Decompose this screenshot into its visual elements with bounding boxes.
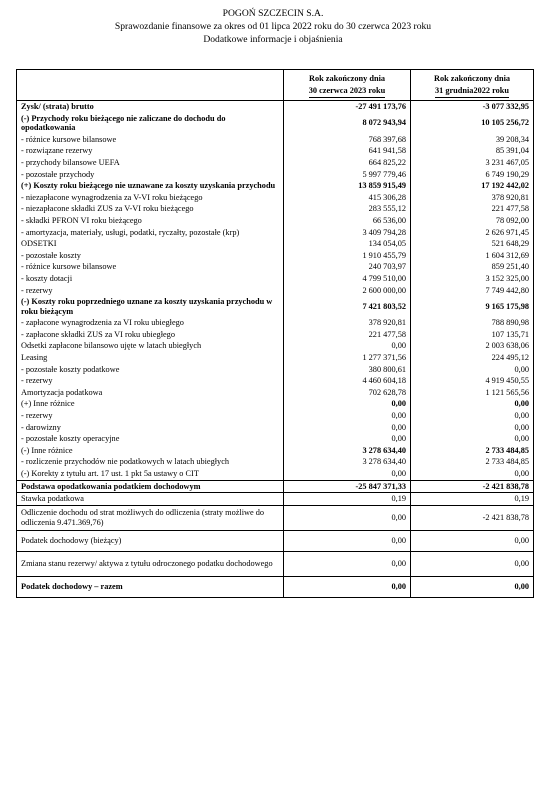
row-value-2023: 768 397,68 [284, 134, 411, 146]
row-value-2022: 0,00 [411, 364, 534, 376]
row-label: - rezerwy [17, 375, 284, 387]
row-label: - rezerwy [17, 285, 284, 297]
row-value-2022: 0,00 [411, 551, 534, 576]
row-value-2023: 0,00 [284, 576, 411, 597]
row-value-2023: 702 628,78 [284, 387, 411, 399]
table-row [17, 180, 534, 192]
row-value-2023: 641 941,58 [284, 145, 411, 157]
row-label: Leasing [17, 352, 284, 364]
table-row [17, 375, 534, 387]
row-value-2023: -25 847 371,33 [284, 480, 411, 493]
tax-reconciliation-table [16, 69, 534, 598]
table-row [17, 433, 534, 445]
row-label: - zapłacone wynagrodzenia za VI roku ubiegłego [17, 317, 284, 329]
table-row [17, 227, 534, 239]
section-title: Dodatkowe informacje i objaśnienia [203, 34, 343, 45]
table-row [17, 456, 534, 468]
table-row [17, 101, 534, 113]
column-header-2022-line1: Rok zakończony dnia [433, 73, 511, 83]
row-value-2022: 224 495,12 [411, 352, 534, 364]
row-value-2022: 1 121 565,56 [411, 387, 534, 399]
row-value-2022: 1 604 312,69 [411, 250, 534, 262]
row-value-2022: 0,00 [411, 433, 534, 445]
row-label: (+) Inne różnice [17, 398, 284, 410]
row-value-2022: 17 192 442,02 [411, 180, 534, 192]
row-value-2023: 0,00 [284, 340, 411, 352]
row-value-2023: -27 491 173,76 [284, 101, 411, 113]
row-value-2023: 0,00 [284, 530, 411, 551]
table-row [17, 422, 534, 434]
row-label: - różnice kursowe bilansowe [17, 261, 284, 273]
row-value-2022: 85 391,04 [411, 145, 534, 157]
row-label: - niezapłacone składki ZUS za V-VI roku bieżącego [17, 203, 284, 215]
table-row [17, 215, 534, 227]
row-value-2023: 4 460 604,18 [284, 375, 411, 387]
row-value-2022: 3 152 325,00 [411, 273, 534, 285]
row-label: Odsetki zapłacone bilansowo ujęte w latach ubiegłych [17, 340, 284, 352]
row-value-2023: 415 306,28 [284, 192, 411, 204]
row-label: (+) Koszty roku bieżącego nie uznawane za koszty uzyskania przychodu [17, 180, 284, 192]
row-label: (-) Inne różnice [17, 445, 284, 457]
table-row [17, 387, 534, 399]
row-label: Podstawa opodatkowania podatkiem dochodowym [17, 480, 284, 493]
row-value-2023: 283 555,12 [284, 203, 411, 215]
row-label: (-) Korekty z tytułu art. 17 ust. 1 pkt 5a ustawy o CIT [17, 468, 284, 480]
table-row [17, 285, 534, 297]
table-row [17, 192, 534, 204]
table-row [17, 352, 534, 364]
table-row [17, 530, 534, 551]
column-header-2022-line2: 31 grudnia2022 roku [435, 84, 509, 98]
row-value-2022: 859 251,40 [411, 261, 534, 273]
table-row [17, 238, 534, 250]
row-label: - rozliczenie przychodów nie podatkowych w latach ubiegłych [17, 456, 284, 468]
table-row [17, 505, 534, 530]
row-label: - zapłacone składki ZUS za VI roku ubiegłego [17, 329, 284, 341]
row-value-2022: 4 919 450,55 [411, 375, 534, 387]
row-value-2023: 378 920,81 [284, 317, 411, 329]
table-row [17, 398, 534, 410]
row-value-2022: 2 733 484,85 [411, 445, 534, 457]
row-value-2022: 7 749 442,80 [411, 285, 534, 297]
table-row [17, 410, 534, 422]
row-value-2022: 107 135,71 [411, 329, 534, 341]
row-value-2022: 78 092,00 [411, 215, 534, 227]
table-row [17, 364, 534, 376]
row-value-2022: 0,00 [411, 576, 534, 597]
row-value-2023: 4 799 510,00 [284, 273, 411, 285]
row-label: - różnice kursowe bilansowe [17, 134, 284, 146]
row-label: Podatek dochodowy – razem [17, 576, 284, 597]
row-value-2023: 5 997 779,46 [284, 169, 411, 181]
row-value-2022: 2 733 484,85 [411, 456, 534, 468]
row-label: - darowizny [17, 422, 284, 434]
table-row [17, 134, 534, 146]
row-value-2022: 0,00 [411, 410, 534, 422]
row-value-2023: 0,00 [284, 505, 411, 530]
table-row [17, 468, 534, 480]
table-row [17, 203, 534, 215]
row-label: Podatek dochodowy (bieżący) [17, 530, 284, 551]
row-label: - niezapłacone wynagrodzenia za V-VI roku bieżącego [17, 192, 284, 204]
row-label: - pozostałe koszty podatkowe [17, 364, 284, 376]
table-row [17, 145, 534, 157]
column-header-2023-line2: 30 czerwca 2023 roku [309, 84, 386, 98]
row-value-2023: 0,00 [284, 398, 411, 410]
row-value-2023: 0,00 [284, 410, 411, 422]
row-value-2022: -2 421 838,78 [411, 480, 534, 493]
row-value-2023: 664 825,22 [284, 157, 411, 169]
column-header-2023-line1: Rok zakończony dnia [308, 73, 386, 83]
row-label: - przychody bilansowe UEFA [17, 157, 284, 169]
row-label: Zysk/ (strata) brutto [17, 101, 284, 113]
row-value-2023: 134 054,05 [284, 238, 411, 250]
row-value-2022: 378 920,81 [411, 192, 534, 204]
row-value-2023: 66 536,00 [284, 215, 411, 227]
row-value-2023: 8 072 943,94 [284, 113, 411, 134]
row-label: (-) Przychody roku bieżącego nie zaliczane do dochodu do opodatkowania [17, 113, 284, 134]
row-value-2023: 3 278 634,40 [284, 445, 411, 457]
table-row [17, 169, 534, 181]
row-value-2022: 2 626 971,45 [411, 227, 534, 239]
row-value-2022: 9 165 175,98 [411, 296, 534, 317]
row-value-2023: 2 600 000,00 [284, 285, 411, 297]
table-row [17, 340, 534, 352]
row-value-2023: 3 278 634,40 [284, 456, 411, 468]
row-value-2023: 380 800,61 [284, 364, 411, 376]
table-row [17, 273, 534, 285]
table-row [17, 296, 534, 317]
row-label: Amortyzacja podatkowa [17, 387, 284, 399]
row-value-2022: 221 477,58 [411, 203, 534, 215]
row-value-2023: 13 859 915,49 [284, 180, 411, 192]
row-value-2023: 0,00 [284, 422, 411, 434]
row-label: ODSETKI [17, 238, 284, 250]
table-header-row [17, 70, 534, 101]
row-value-2022: 0,00 [411, 530, 534, 551]
row-value-2022: 3 231 467,05 [411, 157, 534, 169]
row-label: - pozostałe przychody [17, 169, 284, 181]
row-value-2023: 1 910 455,79 [284, 250, 411, 262]
row-label: - pozostałe koszty operacyjne [17, 433, 284, 445]
row-value-2022: 788 890,98 [411, 317, 534, 329]
table-row [17, 551, 534, 576]
row-value-2022: 10 105 256,72 [411, 113, 534, 134]
row-label: - składki PFRON VI roku bieżącego [17, 215, 284, 227]
table-row [17, 250, 534, 262]
row-value-2022: 0,19 [411, 493, 534, 506]
table-row [17, 157, 534, 169]
row-value-2023: 7 421 803,52 [284, 296, 411, 317]
column-header-2023 [284, 70, 411, 101]
row-value-2022: 0,00 [411, 422, 534, 434]
table-row [17, 329, 534, 341]
report-title: Sprawozdanie finansowe za okres od 01 lipca 2022 roku do 30 czerwca 2023 roku [114, 21, 432, 32]
table-row [17, 317, 534, 329]
row-value-2023: 0,19 [284, 493, 411, 506]
row-value-2022: 2 003 638,06 [411, 340, 534, 352]
header-label-cell [17, 70, 284, 101]
row-label: - amortyzacja, materiały, usługi, podatki, ryczałty, pozostałe (krp) [17, 227, 284, 239]
row-value-2022: 39 208,34 [411, 134, 534, 146]
row-value-2022: 521 648,29 [411, 238, 534, 250]
row-value-2022: 6 749 190,29 [411, 169, 534, 181]
row-value-2022: 0,00 [411, 468, 534, 480]
table-row [17, 113, 534, 134]
row-value-2023: 3 409 794,28 [284, 227, 411, 239]
table-row [17, 445, 534, 457]
table-row [17, 576, 534, 597]
row-value-2023: 221 477,58 [284, 329, 411, 341]
row-value-2023: 0,00 [284, 433, 411, 445]
row-label: Stawka podatkowa [17, 493, 284, 506]
table-row [17, 493, 534, 506]
table-row [17, 261, 534, 273]
row-label: - rozwiązane rezerwy [17, 145, 284, 157]
row-label: - rezerwy [17, 410, 284, 422]
row-value-2023: 240 703,97 [284, 261, 411, 273]
company-name: POGOŃ SZCZECIN S.A. [222, 8, 324, 19]
row-label: (-) Koszty roku poprzedniego uznane za koszty uzyskania przychodu w roku bieżącym [17, 296, 284, 317]
table-row [17, 480, 534, 493]
row-value-2022: 0,00 [411, 398, 534, 410]
row-value-2023: 1 277 371,56 [284, 352, 411, 364]
row-label: - pozostałe koszty [17, 250, 284, 262]
row-value-2023: 0,00 [284, 468, 411, 480]
row-value-2022: -3 077 332,95 [411, 101, 534, 113]
column-header-2022 [411, 70, 534, 101]
row-value-2023: 0,00 [284, 551, 411, 576]
row-value-2022: -2 421 838,78 [411, 505, 534, 530]
row-label: Odliczenie dochodu od strat możliwych do odliczenia (straty możliwe do odliczenia 9.471.369,76) [17, 505, 284, 530]
row-label: Zmiana stanu rezerwy/ aktywa z tytułu odroczonego podatku dochodowego [17, 551, 284, 576]
row-label: - koszty dotacji [17, 273, 284, 285]
